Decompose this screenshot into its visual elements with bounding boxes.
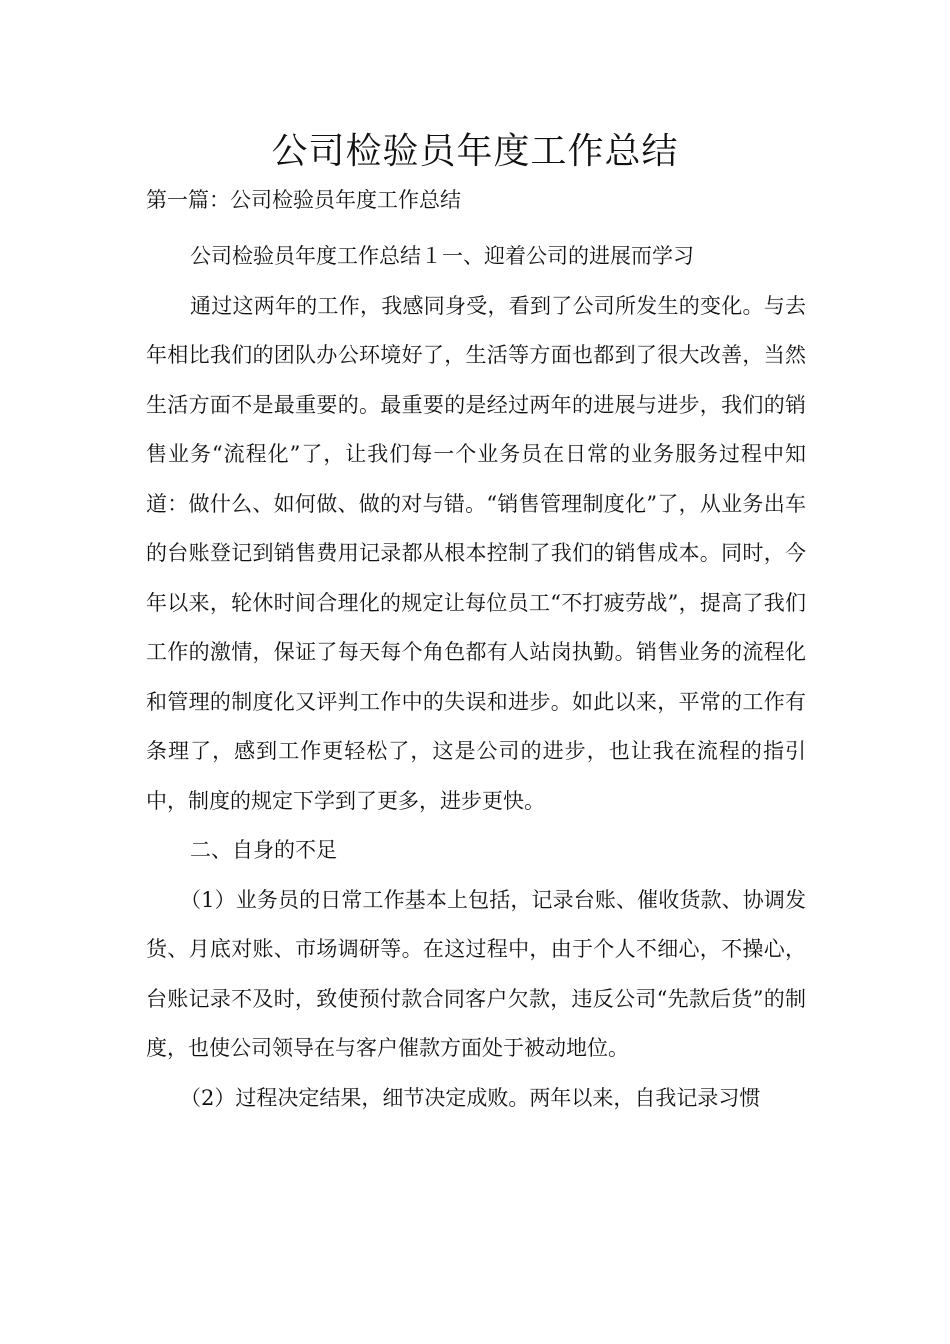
body-text bbox=[146, 232, 806, 1123]
paragraph-shortcoming-1: （1）业务员的日常工作基本上包括，记录台账、催收货款、协调发货、月底对账、市场调研等。在这过程中，由于个人不细心，不操心，台账记录不及时，致使预付款合同客户欠款，违反公司“先款后货”的制度，也使公司领导在与客户催款方面处于被动地位。 bbox=[146, 887, 806, 1060]
paragraph-section-two-heading: 二、自身的不足 bbox=[190, 838, 337, 862]
paragraph-section-one-heading: 公司检验员年度工作总结１一、迎着公司的进展而学习 bbox=[190, 244, 694, 268]
paragraph-shortcoming-2: （2）过程决定结果，细节决定成败。两年以来，自我记录习惯 bbox=[180, 1085, 761, 1110]
document-title: 公司检验员年度工作总结 bbox=[271, 131, 679, 172]
chapter-heading: 第一篇：公司检验员年度工作总结 bbox=[146, 188, 461, 212]
paragraph-learning: 通过这两年的工作，我感同身受，看到了公司所发生的变化。与去年相比我们的团队办公环境好了，生活等方面也都到了很大改善，当然生活方面不是最重要的。最重要的是经过两年的进展与进步，我们的销售业务“流程化”了，让我们每一个业务员在日常的业务服务过程中知道：做什么、如何做、做的对与错。“销售管理制度化”了，从业务出车的台账登记到销售费用记录都从根本控制了我们的销售成本。同时，今年以来，轮休时间合理化的规定让每位员工“不打疲劳战”，提高了我们工作的激情，保证了每天每个角色都有人站岗执勤。销售业务的流程化和管理的制度化又评判工作中的失误和进步。如此以来，平常的工作有条理了，感到工作更轻松了，这是公司的进步，也让我在流程的指引中，制度的规定下学到了更多，进步更快。 bbox=[146, 293, 806, 813]
